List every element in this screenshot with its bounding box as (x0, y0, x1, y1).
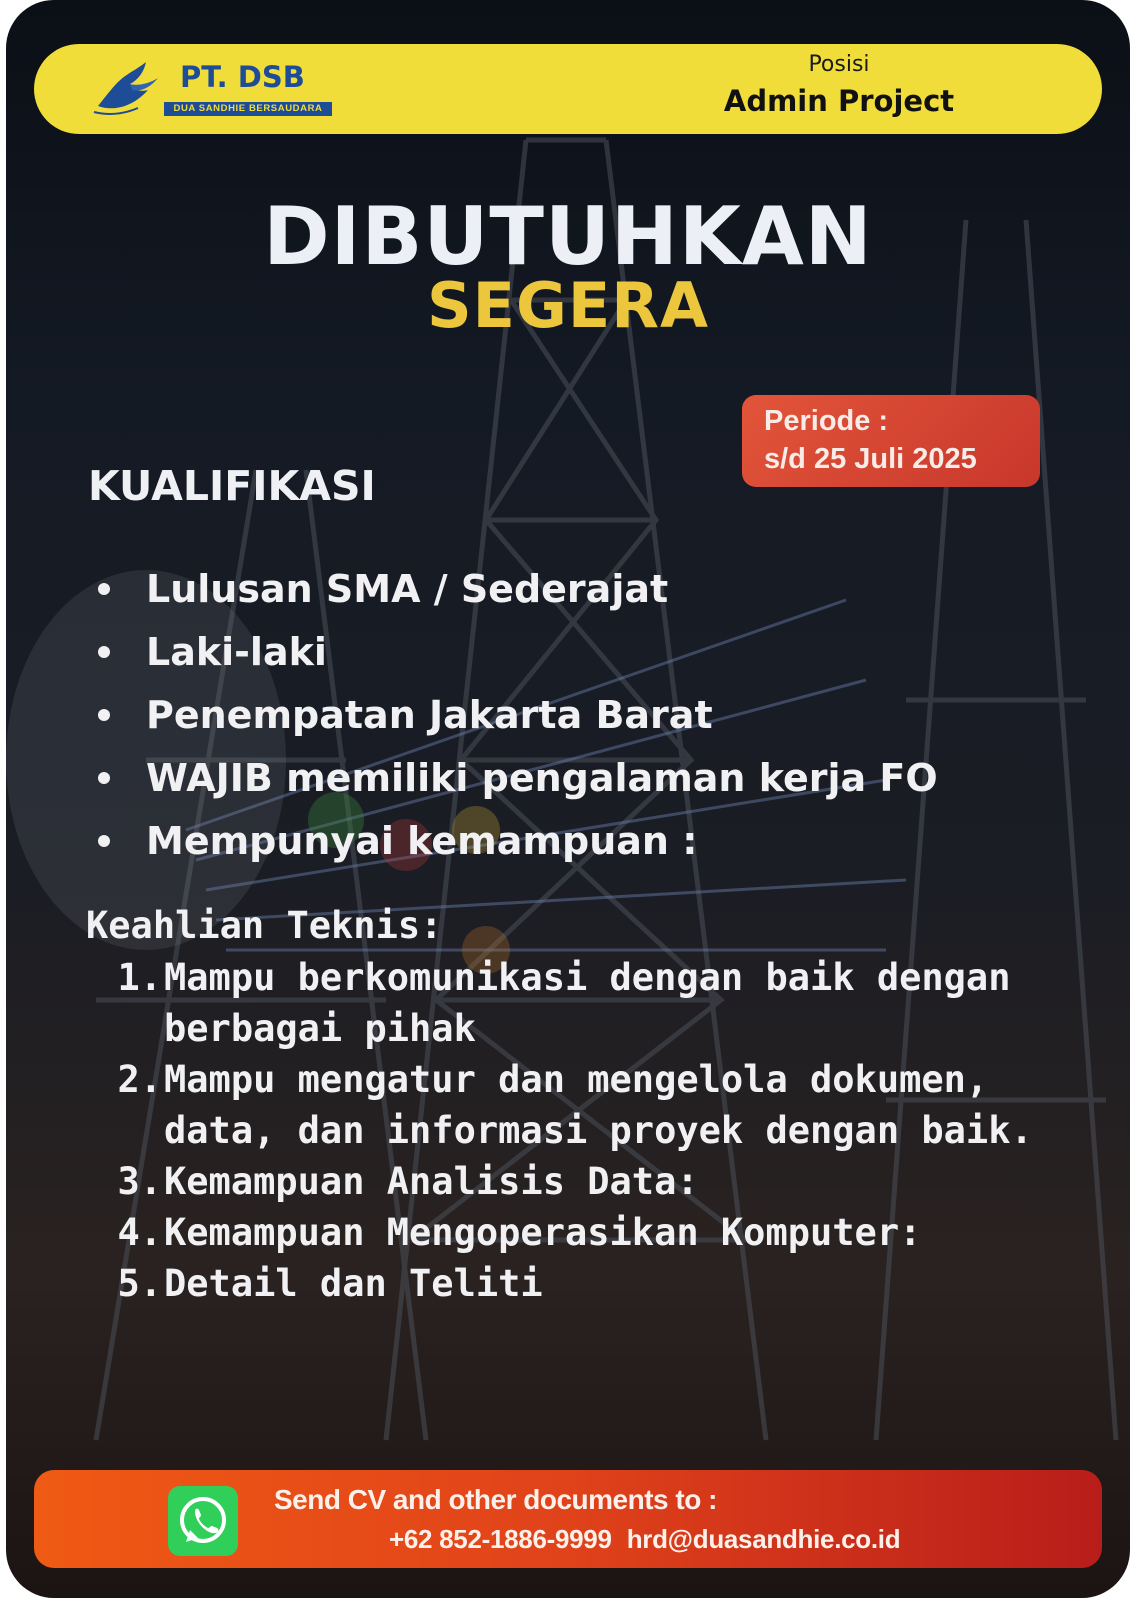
qualification-item: Lulusan SMA / Sederajat (90, 560, 938, 623)
skill-text: Kemampuan Mengoperasikan Komputer: (164, 1211, 922, 1254)
qualifications-title: KUALIFIKASI (88, 462, 376, 510)
headline-subtitle: SEGERA (427, 269, 709, 342)
brand-tagline: DUA SANDHIE BERSAUDARA (164, 102, 332, 116)
period-date: s/d 25 Juli 2025 (764, 443, 977, 475)
skill-number: 3. (117, 1160, 162, 1203)
brand-name: PT. DSB (180, 60, 305, 94)
dove-logo-icon (92, 60, 162, 116)
contact-footer (34, 1470, 1102, 1568)
footer-contacts (389, 1524, 900, 1555)
bullet-icon (98, 709, 110, 721)
skills-title: Keahlian Teknis: (86, 904, 443, 947)
contact-email[interactable]: hrd@duasandhie.co.id (626, 1524, 901, 1554)
qualification-item: Mempunyai kemampuan : (90, 812, 938, 875)
bullet-icon (98, 772, 110, 784)
skills-list (106, 952, 1044, 1309)
skill-number: 4. (117, 1211, 162, 1254)
contact-phone[interactable]: +62 852-1886-9999 (389, 1524, 612, 1554)
skill-text: Mampu mengatur dan mengelola dokumen, data, dan informasi proyek dengan baik. (164, 1058, 1033, 1152)
skill-item (106, 1258, 1044, 1309)
qualification-item: Laki-laki (90, 623, 938, 686)
skill-text: Detail dan Teliti (164, 1262, 543, 1305)
period-label: Periode : (764, 405, 889, 437)
skill-item (106, 1054, 1044, 1156)
skill-text: Mampu berkomunikasi dengan baik dengan berbagai pihak (164, 956, 1011, 1050)
skill-number: 1. (117, 956, 162, 999)
position-label: Posisi (808, 52, 870, 77)
position-value: Admin Project (723, 84, 955, 118)
footer-cta: Send CV and other documents to : (274, 1484, 717, 1515)
skill-number: 2. (117, 1058, 162, 1101)
headline-title: DIBUTUHKAN (263, 190, 873, 283)
skill-text: Kemampuan Analisis Data: (164, 1160, 699, 1203)
period-badge (742, 395, 1040, 487)
bullet-icon (98, 646, 110, 658)
bullet-icon (98, 835, 110, 847)
skill-item (106, 1156, 1044, 1207)
whatsapp-icon[interactable] (168, 1486, 238, 1556)
bullet-icon (98, 583, 110, 595)
qualification-item: Penempatan Jakarta Barat (90, 686, 938, 749)
job-poster (6, 0, 1130, 1598)
skill-number: 5. (117, 1262, 162, 1305)
header-bar (34, 44, 1102, 134)
qualifications-list (90, 560, 938, 875)
skill-item (106, 1207, 1044, 1258)
qualification-item: WAJIB memiliki pengalaman kerja FO (90, 749, 938, 812)
skill-item (106, 952, 1044, 1054)
